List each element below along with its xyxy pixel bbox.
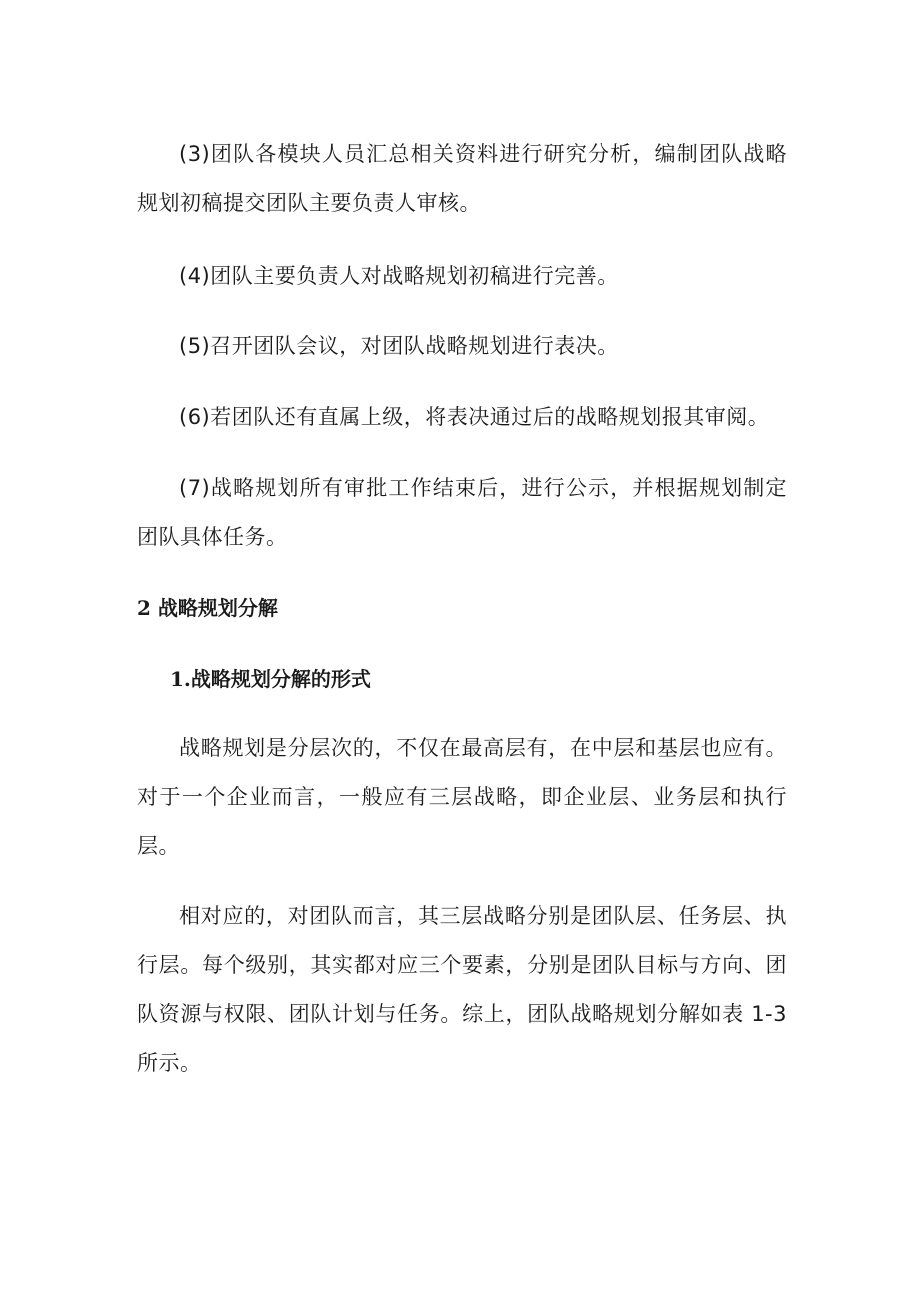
list-item-6: (6)若团队还有直属上级，将表决通过后的战略规划报其审阅。 — [179, 405, 770, 429]
list-item-4: (4)团队主要负责人对战略规划初稿进行完善。 — [179, 264, 619, 288]
list-item-7: (7)战略规划所有审批工作结束后，进行公示，并根据规划制定团队具体任务。 — [137, 476, 787, 549]
body-paragraph-2: 相对应的，对团队而言，其三层战略分别是团队层、任务层、执行层。每个级别，其实都对应三个要素，分别是团队目标与方向、团队资源与权限、团队计划与任务。综上，团队战略规划分解如表 1-3 所示。 — [137, 904, 787, 1075]
body-paragraph-1: 战略规划是分层次的，不仅在最高层有，在中层和基层也应有。对于一个企业而言，一般应有三层战略，即企业层、业务层和执行层。 — [137, 736, 787, 858]
section-heading: 2 战略规划分解 — [137, 596, 278, 620]
list-item-3: (3)团队各模块人员汇总相关资料进行研究分析，编制团队战略规划初稿提交团队主要负责人审核。 — [137, 142, 787, 215]
list-item-5: (5)召开团队会议，对团队战略规划进行表决。 — [179, 334, 619, 358]
subsection-heading: 1.战略规划分解的形式 — [170, 667, 371, 691]
